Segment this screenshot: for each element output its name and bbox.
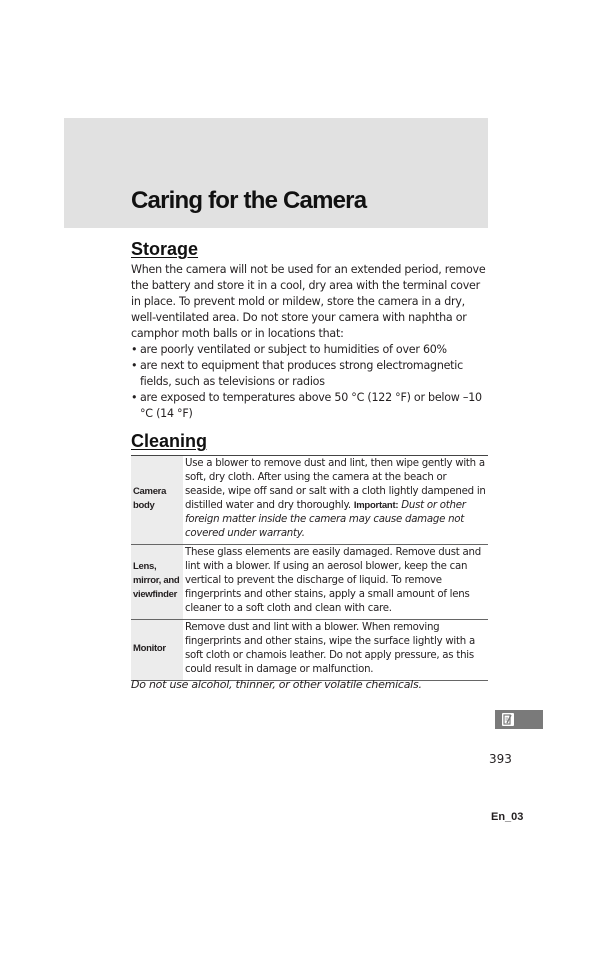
row-label-text: Camera: [133, 486, 167, 497]
row-label-text: body: [133, 500, 155, 511]
important-label: Important: [353, 500, 396, 511]
cleaning-footer-note: Do not use alcohol, thinner, or other volatile chemicals.: [131, 678, 422, 691]
notes-icon: [502, 713, 514, 726]
storage-bullet: • are poorly ventilated or subject to humidities of over 60%: [131, 342, 491, 358]
storage-bullet: • are next to equipment that produces strong electromagnetic fields, such as televisions or radios: [131, 358, 491, 390]
important-note: Dust or other foreign matter inside the camera may cause damage not covered under warranty.: [185, 500, 466, 539]
row-description: [183, 620, 488, 681]
row-description-text: These glass elements are easily damaged. Remove dust and lint with a blower. If using an aerosol blower, keep the can vertical to prevent the discharge of liquid. To remove fingerprints and other stains, apply a small amount of lens cleaner to a soft cloth and clean with care.: [185, 547, 481, 614]
cleaning-table: [131, 455, 488, 681]
storage-heading: Storage: [131, 239, 199, 259]
document-code: En_03: [491, 811, 524, 823]
storage-bullet: • are exposed to temperatures above 50 °C (122 °F) or below –10 °C (14 °F): [131, 390, 491, 422]
row-label-lens: [131, 545, 183, 620]
table-row: [131, 620, 488, 681]
page-title: Caring for the Camera: [131, 187, 367, 214]
page-number: 393: [489, 752, 512, 766]
cleaning-heading: Cleaning: [131, 431, 208, 451]
table-row: [131, 456, 488, 545]
storage-intro: When the camera will not be used for an extended period, remove the battery and store it in a cool, dry area with the terminal cover in place. To prevent mold or mildew, store the camera in a dry, well-ventilated area. Do not store your camera with naphtha or camphor moth balls or in locations that:: [131, 263, 486, 340]
row-description-text: Remove dust and lint with a blower. When removing fingerprints and other stains, wipe the surface lightly with a soft cloth or chamois leather. Do not apply pressure, as this could result in damage or malfunction.: [185, 622, 475, 675]
row-label-text: mirror, and: [133, 575, 180, 586]
row-label-text: Lens,: [133, 561, 157, 572]
row-description-text: Use a blower to remove dust and lint, then wipe gently with a soft, dry cloth. After using the camera at the beach or seaside, wipe off sand or salt with a cloth lightly dampened in distilled water and dry thoroughly.: [185, 458, 486, 511]
row-label-monitor: [131, 620, 183, 681]
table-row: [131, 545, 488, 620]
section-tab-marker: [495, 710, 543, 729]
row-description: Use a blower to remove dust and lint, then wipe gently with a soft, dry cloth. After using the camera at the beach or seaside, wipe off sand or salt with a cloth lightly dampened in distilled water and dry thoroughly. Important: Dust or other foreign matter inside the camera may cause damage not covered under warranty.: [183, 456, 488, 545]
storage-bullet-list: [131, 342, 491, 422]
row-label-camera-body: [131, 456, 183, 545]
storage-section: [131, 262, 491, 422]
row-label-text: viewfinder: [133, 589, 177, 600]
row-label-text: Monitor: [133, 643, 166, 654]
row-description: [183, 545, 488, 620]
